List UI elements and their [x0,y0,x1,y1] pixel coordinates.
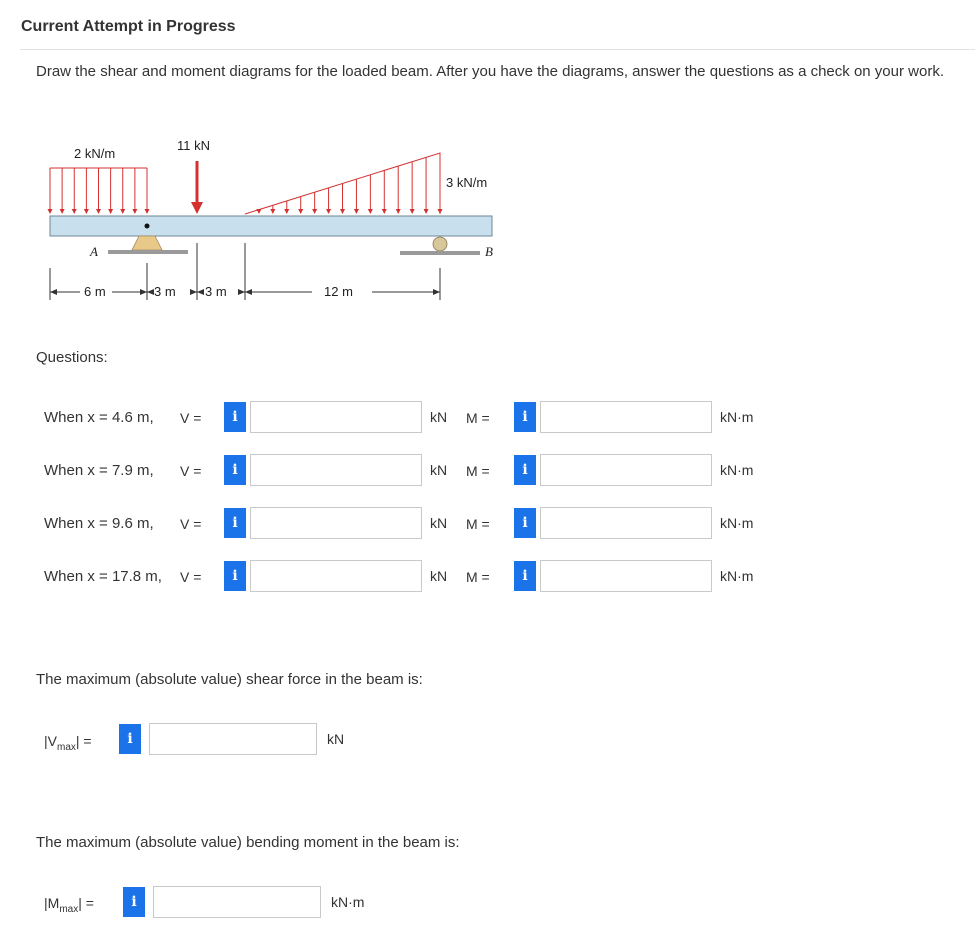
support-b [400,237,480,255]
dimension-6m: 6 m [84,284,106,299]
max-moment-label [44,895,94,915]
problem-statement: Draw the shear and moment diagrams for the loaded beam. After you have the diagrams, answer the questions as a check on your work. [36,63,944,80]
shear-input[interactable] [250,401,422,433]
moment-label: M = [466,463,490,479]
moment-input[interactable] [540,401,712,433]
shear-input[interactable] [250,560,422,592]
point-load-arrow [191,161,203,214]
triangular-load-label: 3 kN/m [446,175,488,190]
moment-info-icon[interactable]: i [514,402,536,432]
dimension-3m-a: 3 m [154,284,176,299]
uniform-load-label: 2 kN/m [74,146,116,161]
moment-info-icon[interactable]: i [514,561,536,591]
question-row [0,560,977,594]
question-condition: When x = 9.6 m, [44,515,154,532]
question-condition: When x = 17.8 m, [44,568,162,585]
title-divider [20,49,975,50]
shear-info-icon[interactable]: i [224,561,246,591]
shear-label: V = [180,516,202,532]
support-a-label: A [90,244,98,259]
moment-unit: kN·m [720,462,754,478]
triangular-load-arrows [245,153,443,214]
dimension-12m: 12 m [324,284,353,299]
shear-unit: kN [430,462,448,478]
point-load-label: 11 kN [177,138,210,153]
max-moment-unit: kN·m [331,894,365,910]
question-condition: When x = 4.6 m, [44,409,154,426]
question-row [0,454,977,488]
hinge-dot [145,224,150,229]
shear-unit: kN [430,515,448,531]
moment-label: M = [466,516,490,532]
max-shear-label [44,733,92,753]
shear-label: V = [180,463,202,479]
moment-info-icon[interactable]: i [514,508,536,538]
support-a [108,236,188,254]
max-shear-sentence: The maximum (absolute value) shear force in the beam is: [36,671,423,688]
shear-input[interactable] [250,454,422,486]
moment-label: M = [466,410,490,426]
moment-unit: kN·m [720,515,754,531]
max-shear-unit: kN [327,731,345,747]
support-b-label: B [485,244,493,259]
max-moment-input[interactable] [153,886,321,918]
max-shear-label-pre: |V [44,733,57,749]
shear-unit: kN [430,568,448,584]
shear-label: V = [180,569,202,585]
dimension-3m-b: 3 m [205,284,227,299]
max-moment-sentence: The maximum (absolute value) bending moment in the beam is: [36,834,460,851]
shear-unit: kN [430,409,448,425]
max-shear-label-post: | = [75,733,92,749]
question-condition: When x = 7.9 m, [44,462,154,479]
shear-label: V = [180,410,202,426]
moment-input[interactable] [540,560,712,592]
beam [50,216,492,236]
max-moment-info-icon[interactable]: i [123,887,145,917]
shear-info-icon[interactable]: i [224,455,246,485]
moment-unit: kN·m [720,409,754,425]
moment-info-icon[interactable]: i [514,455,536,485]
questions-heading: Questions: [36,349,108,366]
shear-info-icon[interactable]: i [224,402,246,432]
moment-input[interactable] [540,454,712,486]
shear-info-icon[interactable]: i [224,508,246,538]
beam-figure [40,128,510,320]
max-shear-input[interactable] [149,723,317,755]
max-moment-label-sub: max [59,903,79,915]
moment-input[interactable] [540,507,712,539]
question-row [0,507,977,541]
page-title: Current Attempt in Progress [21,18,236,35]
max-shear-info-icon[interactable]: i [119,724,141,754]
max-shear-label-sub: max [56,741,76,753]
uniform-load-arrows [48,168,150,214]
question-row [0,401,977,435]
max-moment-label-pre: |M [44,895,60,911]
max-moment-label-post: | = [78,895,94,911]
moment-label: M = [466,569,490,585]
moment-unit: kN·m [720,568,754,584]
shear-input[interactable] [250,507,422,539]
